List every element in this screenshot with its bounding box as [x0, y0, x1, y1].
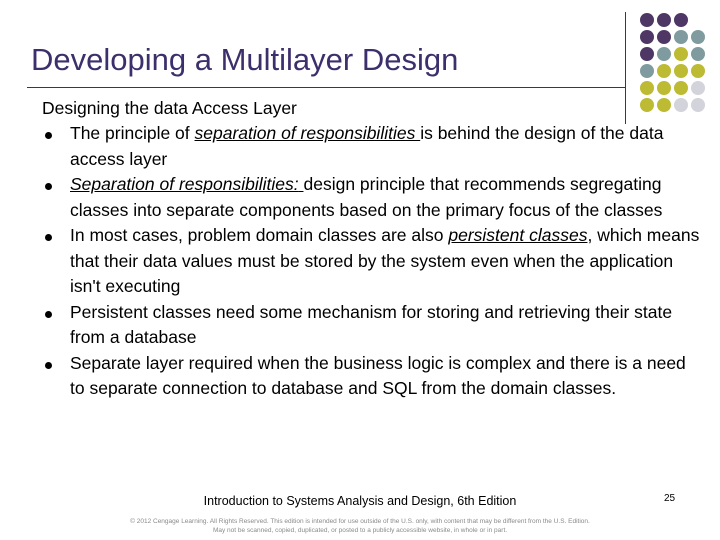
bullet-text-run: Separation of responsibilities:	[70, 174, 299, 194]
footer-text	[0, 494, 720, 508]
decorative-dot-icon	[657, 13, 671, 27]
bullet-text-run: Separate layer required when the business logic is complex and there is a need to separate connection to database and SQL from the domain classes.	[70, 352, 686, 398]
decorative-dot-icon	[691, 30, 705, 44]
bullet-item	[42, 300, 702, 351]
decorative-dot-icon	[640, 30, 654, 44]
bullet-list	[42, 121, 702, 402]
copyright-line: May not be scanned, copied, duplicated, or posted to a publicly accessible website, in whole or in part.	[212, 527, 508, 534]
bullet-text-run: , which means that their data values must be stored by the system even when the application isn't executing	[70, 225, 700, 296]
bullet-dot-icon	[45, 362, 52, 369]
decorative-dot-icon	[640, 47, 654, 61]
copyright-line: © 2012 Cengage Learning. All Rights Reserved. This edition is intended for use outside of the U.S. only, with content that may be different from the U.S. Edition.	[130, 518, 590, 525]
slide-title: Developing a Multilayer Design	[31, 42, 459, 77]
bullet-text-run: persistent classes	[448, 225, 588, 245]
footer-book-title: Introduction to Systems Analysis and Design, 6th Edition	[203, 494, 517, 508]
bullet-text-run: is behind the design of the data access layer	[70, 123, 664, 169]
bullet-dot-icon	[45, 234, 52, 241]
title-divider	[27, 87, 625, 88]
decorative-dot-icon	[674, 30, 688, 44]
page-number: 25	[664, 493, 676, 504]
slide-body	[42, 96, 702, 402]
decorative-dot-icon	[691, 81, 705, 95]
decorative-dot-icon	[640, 13, 654, 27]
section-heading: Designing the data Access Layer	[42, 98, 297, 118]
decorative-dot-icon	[657, 64, 671, 78]
decorative-dot-icon	[674, 47, 688, 61]
bullet-dot-icon	[45, 132, 52, 139]
decorative-dot-icon	[640, 81, 654, 95]
bullet-item	[42, 351, 702, 402]
decorative-dot-icon	[657, 81, 671, 95]
bullet-text-run: The principle of	[70, 123, 195, 143]
bullet-item	[42, 121, 702, 172]
bullet-item	[42, 172, 702, 223]
bullet-item	[42, 223, 702, 300]
decorative-dot-icon	[657, 47, 671, 61]
decorative-dot-icon	[640, 64, 654, 78]
bullet-text-run: Persistent classes need some mechanism for storing and retrieving their state from a database	[70, 301, 673, 347]
decorative-dot-icon	[691, 64, 705, 78]
decorative-dot-icon	[657, 30, 671, 44]
bullet-text-run: design principle that recommends segregating classes into separate components based on the primary focus of the classes	[70, 174, 663, 220]
copyright-notice	[0, 517, 720, 535]
decorative-dot-icon	[691, 47, 705, 61]
decorative-dot-icon	[674, 13, 688, 27]
bullet-dot-icon	[45, 183, 52, 190]
bullet-text-run: separation of responsibilities	[194, 123, 421, 143]
bullet-dot-icon	[45, 311, 52, 318]
decorative-dot-icon	[674, 64, 688, 78]
bullet-text-run: In most cases, problem domain classes are also	[70, 225, 449, 245]
decorative-dot-icon	[674, 81, 688, 95]
